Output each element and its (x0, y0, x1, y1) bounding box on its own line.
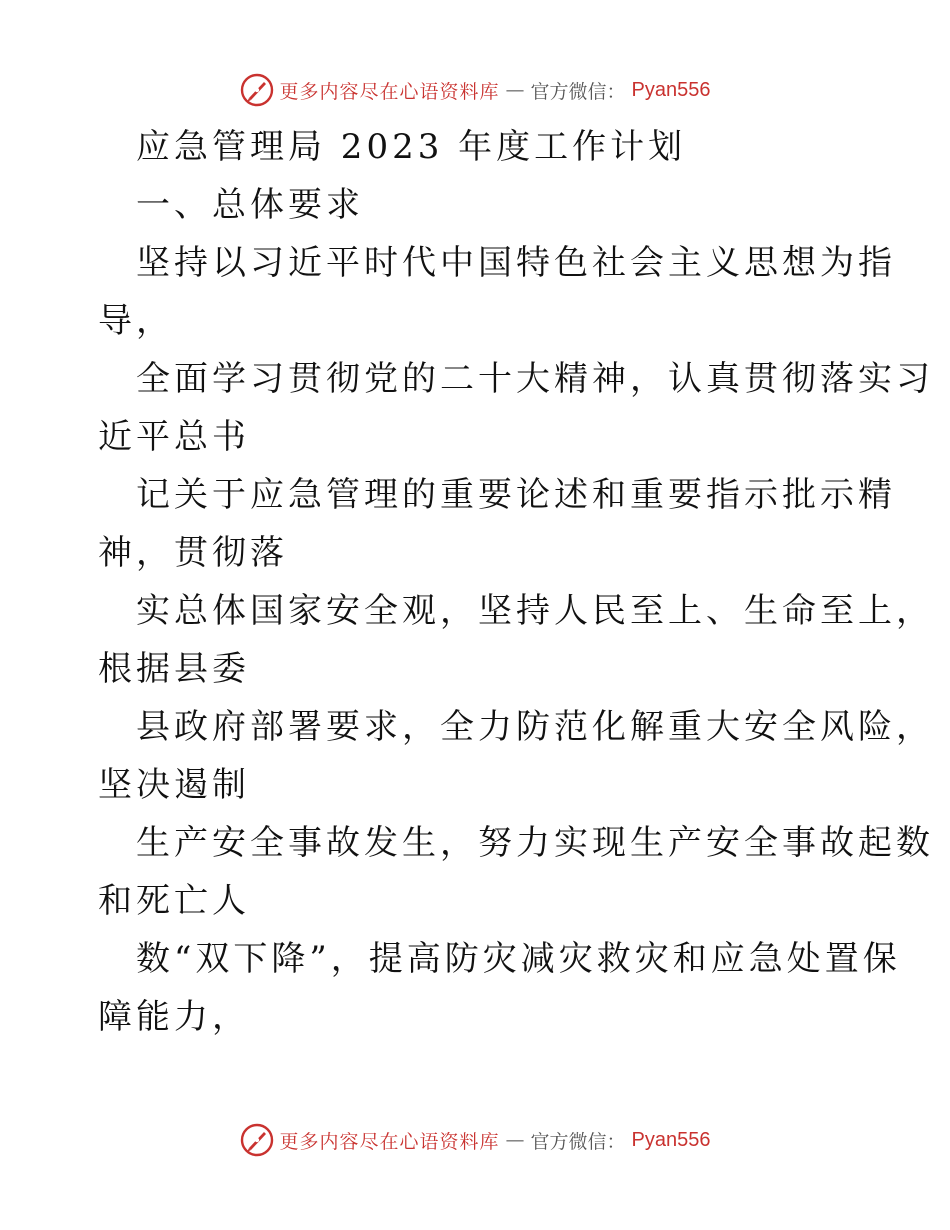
section-heading: 一、总体要求 (136, 185, 364, 225)
banner-wechat-id: Pyan556 (631, 78, 711, 101)
quill-pen-logo-icon (240, 1123, 274, 1157)
banner-separator: — (505, 79, 525, 101)
paragraph-line: 坚持以习近平时代中国特色社会主义思想为指 (136, 243, 896, 283)
paragraph-line: 根据县委 (98, 649, 250, 689)
paragraph-line: 数“双下降”，提高防灾减灾救灾和应急处置保 (136, 939, 901, 979)
banner-wechat-label: 官方微信： (530, 1130, 626, 1153)
paragraph-line: 障能力， (98, 997, 250, 1037)
banner-brand-text: 更多内容尽在心语资料库 (279, 80, 500, 103)
paragraph-line: 坚决遏制 (98, 765, 250, 805)
document-body (98, 118, 934, 1046)
paragraph-line: 近平总书 (98, 417, 250, 457)
paragraph-line: 全面学习贯彻党的二十大精神，认真贯彻落实习 (136, 359, 934, 399)
paragraph-line: 生产安全事故发生，努力实现生产安全事故起数 (136, 823, 934, 863)
banner-separator: — (505, 1129, 525, 1151)
banner-brand-text: 更多内容尽在心语资料库 (279, 1130, 500, 1153)
paragraph-line: 导， (98, 301, 174, 341)
paragraph-line: 实总体国家安全观，坚持人民至上、生命至上， (136, 591, 934, 631)
quill-pen-logo-icon (240, 73, 274, 107)
paragraph-line: 和死亡人 (98, 881, 250, 921)
banner-wechat-label: 官方微信： (530, 80, 626, 103)
banner-wechat-id: Pyan556 (631, 1128, 711, 1151)
paragraph-line: 神，贯彻落 (98, 533, 288, 573)
footer-banner (0, 1120, 950, 1160)
paragraph-line: 记关于应急管理的重要论述和重要指示批示精 (136, 475, 896, 515)
document-title: 应急管理局 2023 年度工作计划 (136, 127, 687, 167)
header-banner (0, 70, 950, 110)
paragraph-line: 县政府部署要求，全力防范化解重大安全风险， (136, 707, 934, 747)
